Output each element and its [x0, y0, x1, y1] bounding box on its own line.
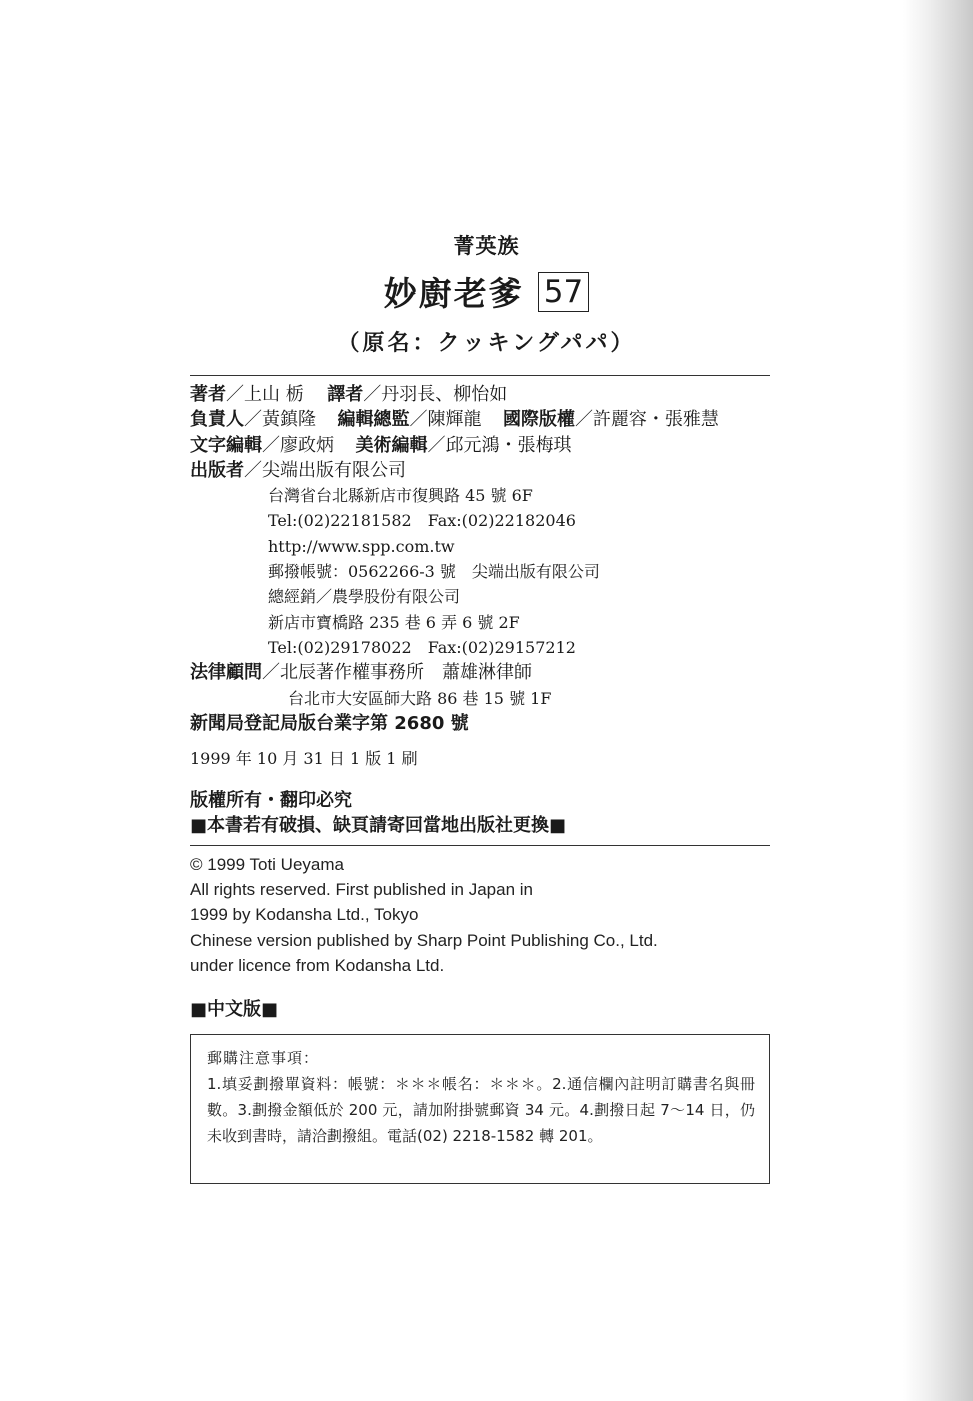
credit-line-legal	[190, 660, 790, 685]
publisher-tel-fax: Tel:(02)22181582 Fax:(02)22182046	[268, 511, 576, 531]
legal-label: 法律顧問	[190, 662, 262, 684]
legal-address: 台北市大安區師大路 86 巷 15 號 1F	[288, 688, 552, 708]
edition-label: ■中文版■	[190, 999, 279, 1020]
mail-order-body: 1.填妥劃撥單資料：帳號：＊＊＊帳名：＊＊＊。2.通信欄內註明訂購書名與冊數。3.劃撥金額低於 200 元，請加附掛號郵資 34 元。4.劃撥日起 7～14 日，仍未收到書時，請洽劃撥組。電話(02) 2218-1582 轉 201。	[207, 1075, 755, 1145]
credit-line-responsible	[190, 407, 790, 432]
series-name: 菁英族	[453, 234, 520, 258]
publisher-website: http://www.spp.com.tw	[268, 536, 455, 556]
english-line-4: Chinese version published by Sharp Point Publishing Co., Ltd.	[190, 930, 658, 950]
middle-divider	[190, 845, 770, 846]
distributor-tel-fax: Tel:(02)29178022 Fax:(02)29157212	[268, 637, 576, 657]
art-editor-label: 美術編輯	[355, 434, 428, 456]
damage-notice: ■本書若有破損、缺頁請寄回當地出版社更換■	[190, 815, 567, 836]
original-title: （原名：クッキングパパ）	[337, 331, 636, 356]
mail-order-title: 郵購注意事項：	[207, 1049, 320, 1067]
translator-label: 譯者	[327, 384, 364, 405]
text-editor-value: ／廖政炳	[262, 434, 334, 456]
publication-date: 1999 年 10 月 31 日 1 版 1 刷	[190, 749, 418, 768]
text-editor-label: 文字編輯	[190, 434, 262, 456]
mail-order-notice-box	[190, 1034, 770, 1184]
art-editor-value: ／邱元鴻・張梅琪	[427, 434, 572, 456]
legal-value: ／北辰著作權事務所 蕭雄淋律師	[262, 662, 532, 684]
credit-line-publisher	[190, 458, 790, 483]
publisher-value: ／尖端出版有限公司	[244, 459, 406, 481]
rights-value: ／許麗容・張雅慧	[574, 409, 719, 431]
responsible-value: ／黃鎮隆	[244, 409, 316, 431]
publisher-address: 台灣省台北縣新店市復興路 45 號 6F	[268, 486, 533, 506]
top-divider	[190, 375, 770, 376]
english-copyright-block	[190, 852, 658, 978]
title-row	[0, 268, 973, 315]
page-edge-shadow	[903, 0, 973, 1401]
translator-value: ／丹羽長、柳怡如	[363, 384, 508, 405]
publisher-label: 出版者	[190, 459, 244, 481]
rights-reserved: 版權所有・翻印必究	[190, 790, 352, 811]
author-value: ／上山 栃	[226, 384, 304, 405]
credits-block	[190, 382, 790, 736]
english-line-2: All rights reserved. First published in Japan in	[190, 880, 533, 900]
author-label: 著者	[190, 384, 226, 405]
english-line-3: 1999 by Kodansha Ltd., Tokyo	[190, 905, 419, 925]
volume-number: 57	[538, 272, 589, 312]
rights-label: 國際版權	[502, 409, 575, 431]
responsible-label: 負責人	[190, 409, 244, 431]
english-line-5: under licence from Kodansha Ltd.	[190, 955, 445, 975]
credit-line-editors	[190, 433, 790, 458]
chief-editor-value: ／陳輝龍	[409, 409, 482, 431]
postal-account: 郵撥帳號：0562266-3 號 尖端出版有限公司	[268, 562, 600, 582]
book-title: 妙廚老爹	[383, 274, 524, 313]
distributor: 總經銷／農學股份有限公司	[268, 587, 461, 607]
distributor-address: 新店市寶橋路 235 巷 6 弄 6 號 2F	[268, 612, 520, 632]
copyright-line: © 1999 Toti Ueyama	[190, 855, 344, 874]
chief-editor-label: 編輯總監	[337, 409, 410, 431]
credit-line-author	[190, 382, 790, 407]
registration-number: 新聞局登記局版台業字第 2680 號	[190, 712, 469, 734]
